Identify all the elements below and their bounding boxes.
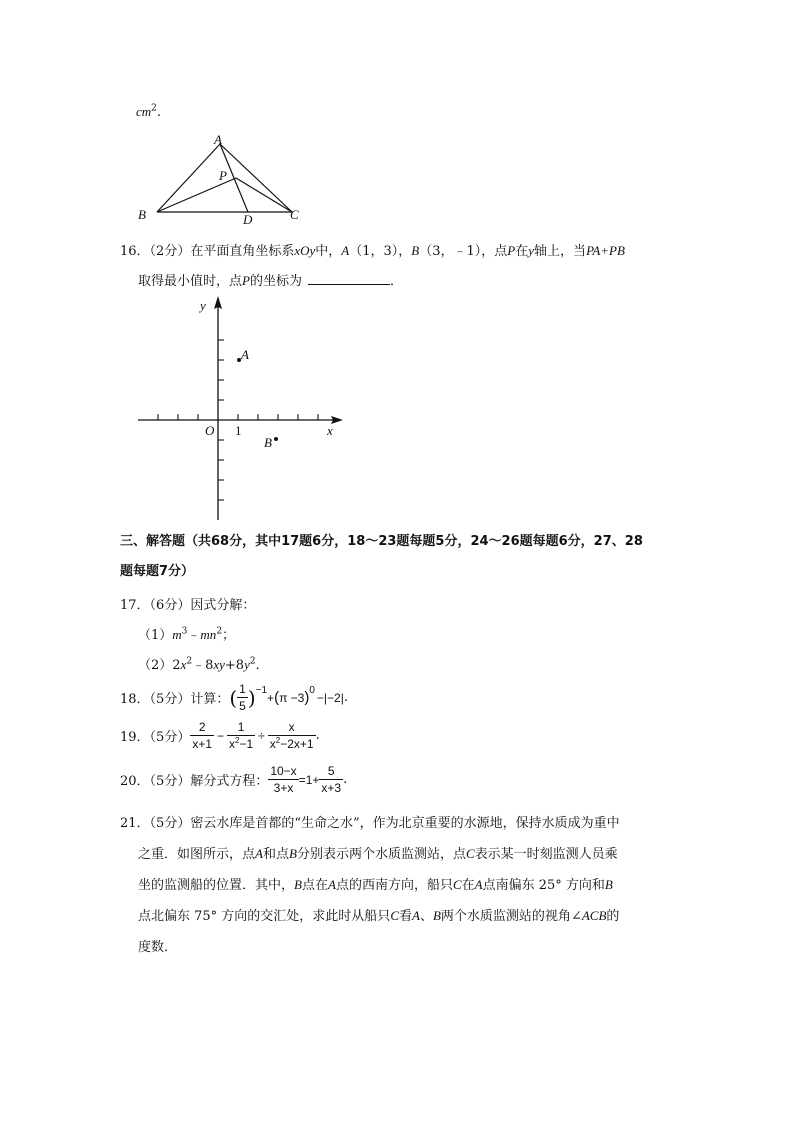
- q18-num: 1: [239, 682, 246, 696]
- q20-fraction-2: [319, 764, 343, 795]
- q19-f1-den: x+1: [192, 737, 213, 751]
- q16-point-a: A: [341, 243, 350, 258]
- q21-point-c: C: [465, 846, 475, 861]
- q16-text: 轴上，当: [534, 244, 587, 259]
- q16-point-b: B: [411, 243, 420, 258]
- section-heading-cont: [120, 560, 194, 579]
- q17-head: [120, 594, 255, 613]
- q19-fraction-3: [268, 720, 316, 751]
- q18-den: 5: [239, 699, 246, 713]
- q20-f1-den: 3+x: [273, 781, 294, 795]
- section-heading-line-2: 题每题7分）: [120, 564, 195, 579]
- q16-a-coord: （1，3），: [349, 244, 412, 259]
- q20-fraction-1: [268, 764, 298, 795]
- q21-text: 点的西南方向，船只: [335, 878, 453, 893]
- q16-line-2: [138, 270, 403, 289]
- q17-p1-end: ；: [222, 628, 236, 643]
- q21-line-5: [138, 936, 177, 955]
- label-p: P: [219, 168, 227, 183]
- q21-point-b: B: [604, 877, 613, 892]
- q18-lparen: (: [229, 685, 238, 710]
- q19-f2-num: 1: [227, 720, 255, 736]
- q21-text: 密云水库是首都的“生命之水”，作为北京重要的水源地，保持水质成为重中: [190, 816, 620, 831]
- q18-fraction: [237, 682, 248, 713]
- q17-p2-y: y: [244, 657, 250, 672]
- q21-number: 21．: [120, 816, 150, 831]
- q20-f2-num: 5: [319, 764, 343, 780]
- q17-p1-m: m: [172, 627, 182, 642]
- q17-part-1: [138, 624, 235, 643]
- q20: [120, 764, 347, 795]
- q18-exp1: −1: [255, 685, 268, 696]
- triangle-figure: [130, 130, 310, 230]
- q18: [120, 682, 348, 713]
- q20-f2-den: x+3: [321, 781, 342, 795]
- q17-p1-label: （1）: [138, 628, 173, 643]
- q17-p2-a: 2: [172, 658, 181, 673]
- q19-f3-den-a: x: [269, 737, 276, 751]
- q21-point-a: A: [412, 908, 420, 923]
- label-a: A: [214, 132, 222, 147]
- q17-p1-op: ﹣: [187, 628, 201, 643]
- unit-dot: .: [156, 105, 162, 120]
- q17-p2-label: （2）: [138, 658, 173, 673]
- point-b-dot: [274, 437, 278, 441]
- q21-score: （5分）: [149, 816, 191, 831]
- q16-text: 的坐标为: [249, 274, 302, 289]
- q21-text: 、: [419, 909, 433, 924]
- q19-f2-den-a: x: [229, 737, 236, 751]
- section-heading: [120, 530, 643, 549]
- q16-b-coord: （3，﹣1），点: [419, 244, 508, 259]
- q21-text: 点在: [301, 878, 328, 893]
- q21-text: 之重．如图所示，点: [138, 847, 256, 862]
- q21-point-a: A: [474, 877, 483, 892]
- q21-point-b: B: [432, 908, 441, 923]
- q17-p1-mn: mn: [200, 627, 217, 642]
- q17-part-2: [138, 654, 269, 673]
- q19-fraction-2: [227, 720, 255, 751]
- q16-xoy: xOy: [294, 243, 316, 258]
- x-axis-label: x: [327, 423, 333, 438]
- q21-text: 两个水质监测站的视角: [440, 909, 571, 924]
- q21-text: 分别表示两个水质监测站，点: [296, 847, 466, 862]
- q21-text: 的: [606, 909, 620, 924]
- unit-exponent: 2: [151, 103, 157, 114]
- q18-exp2: 0: [309, 685, 315, 696]
- q17-p2-exp1: 2: [186, 656, 193, 667]
- q18-pi: π −3: [279, 690, 305, 705]
- coordinate-plane: [130, 292, 360, 524]
- q21-line-3: [138, 874, 613, 893]
- q16-line-1: [120, 240, 625, 259]
- q19-f3-den: [268, 736, 316, 751]
- q21-point-a: A: [327, 877, 336, 892]
- q16-text: 中，: [315, 244, 342, 259]
- q17-p2-exp2: 2: [249, 656, 256, 667]
- q21-point-c: C: [452, 877, 462, 892]
- q21-line-2: [138, 843, 618, 862]
- q21-point-b: B: [294, 877, 302, 892]
- q19-end: .: [315, 728, 320, 743]
- q19-fraction-1: [190, 720, 214, 751]
- q19-f3-den-b: −2x+1: [280, 737, 314, 751]
- q18-lparen2: (: [274, 689, 280, 706]
- q17-p1-exp1: 3: [181, 626, 188, 637]
- q17-p1-exp2: 2: [216, 626, 223, 637]
- label-c: C: [290, 207, 299, 222]
- q20-head: 20．（5分）解分式方程：: [120, 774, 269, 789]
- q21-point-b: B: [288, 846, 297, 861]
- label-b: B: [138, 207, 146, 222]
- q20-eq: =1+: [298, 772, 320, 787]
- q21-angle: ∠ACB: [570, 908, 607, 923]
- q19-op2: ÷: [258, 728, 265, 743]
- q16-score: （2分）: [149, 244, 191, 259]
- x-ticks: [158, 414, 318, 420]
- q18-rparen: ): [247, 685, 256, 710]
- q19-op1: −: [217, 728, 225, 743]
- q16-text: 在: [515, 244, 529, 259]
- y-axis-label: y: [200, 298, 206, 313]
- q18-end: .: [343, 690, 348, 705]
- q16-point-p: P: [507, 243, 516, 258]
- q19-f3-den-exp: 2: [275, 736, 281, 745]
- point-b-label: B: [264, 435, 272, 450]
- q21-line-4: [138, 905, 619, 924]
- q17-p2-c: +8: [224, 658, 245, 673]
- q16-point-p: P: [242, 273, 250, 288]
- q21-text: 坐的监测船的位置．其中，: [138, 878, 295, 893]
- origin-label: O: [205, 423, 215, 438]
- q21-text: 看: [398, 909, 412, 924]
- q20-f1-num: 10−x: [270, 764, 297, 778]
- q19-f3-num: x: [268, 720, 316, 736]
- q21-point-c: C: [390, 908, 399, 923]
- answer-blank[interactable]: [308, 272, 390, 285]
- q21-text: 在: [461, 878, 475, 893]
- q16-text: 取得最小值时，点: [138, 274, 243, 289]
- q21-point-a: A: [255, 846, 263, 861]
- q21-text: 点北偏东 75° 方向的交汇处，求此时从船只: [138, 909, 391, 924]
- unit-base: cm: [136, 104, 152, 119]
- q21-text: 度数．: [138, 940, 178, 955]
- tick-one-label: 1: [235, 423, 242, 438]
- section-heading-line-1: 三、解答题（共68分，其中17题6分，18～23题每题5分，24～26题每题6分，27、28: [120, 534, 643, 549]
- unit-fragment: [136, 104, 161, 120]
- q17-p2-x: x: [180, 657, 187, 672]
- q16-y: y: [528, 243, 535, 258]
- q18-rest: −|−2|: [316, 690, 344, 705]
- q18-head: 18．（5分）计算：: [120, 692, 230, 707]
- q16-pa-pb: PA+PB: [586, 243, 625, 258]
- q19-f2-den: [227, 736, 255, 751]
- q18-plus: +: [267, 690, 275, 705]
- q21-text: 点南偏东 25° 方向和: [482, 878, 605, 893]
- q17-title: 17．（6分）因式分解：: [120, 598, 256, 613]
- q21-text: 和点: [262, 847, 289, 862]
- q19-f2-den-b: −1: [239, 737, 254, 751]
- label-d: D: [243, 212, 253, 227]
- q17-p2-b: ﹣8: [192, 658, 214, 673]
- q20-end: .: [343, 772, 348, 787]
- q18-rparen2: ): [304, 689, 310, 706]
- q17-p2-xy: xy: [213, 657, 225, 672]
- point-a-label: A: [241, 347, 249, 362]
- q16-end: ．: [389, 274, 403, 289]
- q16-number: 16．: [120, 244, 150, 259]
- q19-head: 19．（5分）: [120, 730, 191, 745]
- q21-text: 表示某一时刻监测人员乘: [474, 847, 618, 862]
- q19-f2-den-exp: 2: [235, 736, 240, 745]
- q19-f1-num: 2: [190, 720, 214, 736]
- q21-line-1: [120, 812, 620, 831]
- q17-p2-end: ．: [255, 658, 269, 673]
- q19: [120, 720, 320, 751]
- q16-text: 在平面直角坐标系: [190, 244, 295, 259]
